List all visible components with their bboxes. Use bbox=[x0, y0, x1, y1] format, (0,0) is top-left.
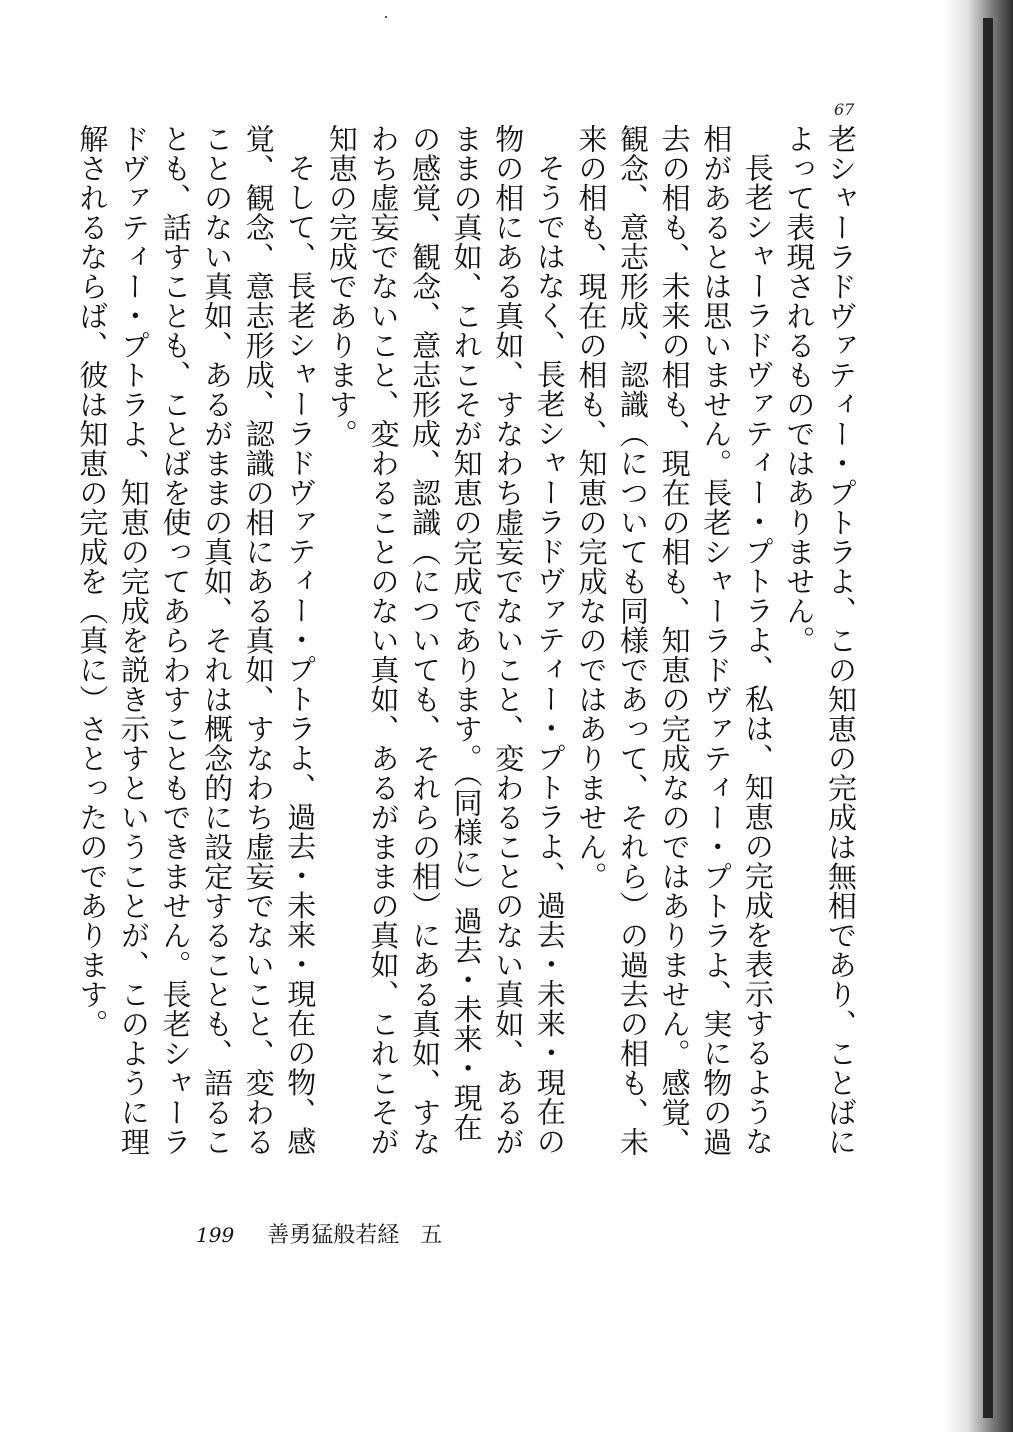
scan-edge-bar bbox=[983, 18, 993, 1418]
scan-edge-shadow bbox=[943, 0, 1013, 1432]
paragraph-3: そうではなく、長老シャーラドヴァティー・プトラよ、過去・未来・現在の物の相にある真如、すなわち虚妄でないこと、変わることのない真如、あるがままの真如、これこそが知恵の完成であります。（同様に）過去・未来・現在の感覚、観念、意志形成、認識（についても、それらの相）にある真如、すなわち虚妄でないこと、変わることのない真如、あるがままの真如、これこそが知恵の完成であります。 bbox=[324, 124, 567, 1157]
paragraph-4: そして、長老シャーラドヴァティー・プトラよ、過去・未来・現在の物、感覚、観念、意志形成、認識の相にある真如、すなわち虚妄でないこと、変わることのない真如、あるがままの真如、それは概念的に設定することも、語ることも、話すことも、ことばを使ってあらわすこともできません。長老シャーラドヴァティー・プトラよ、知恵の完成を説き示すということが、このように理解されるならば、彼は知恵の完成を（真に）さとったのであります。 bbox=[75, 124, 318, 1157]
vertical-text-block bbox=[71, 124, 861, 1164]
paragraph-1: 老シャーラドヴァティー・プトラよ、この知恵の完成は無相であり、ことばによって表現されるものではありません。 bbox=[782, 124, 858, 1157]
scan-speck bbox=[385, 16, 387, 18]
paragraph-2: 長老シャーラドヴァティー・プトラよ、私は、知恵の完成を表示するような相があるとは思いません。長老シャーラドヴァティー・プトラよ、実に物の過去の相も、未来の相も、現在の相も、知恵の完成なのではありません。感覚、観念、意志形成、認識（についても同様であって、それら）の過去の相も、未来の相も、現在の相も、知恵の完成なのではありません。 bbox=[574, 124, 775, 1157]
footer-title: 善勇猛般若経 bbox=[267, 1223, 400, 1248]
running-page-number: 67 bbox=[834, 100, 855, 119]
page-footer bbox=[196, 1218, 442, 1249]
footer-folio: 199 bbox=[196, 1223, 235, 1247]
footer-section: 五 bbox=[420, 1223, 443, 1248]
